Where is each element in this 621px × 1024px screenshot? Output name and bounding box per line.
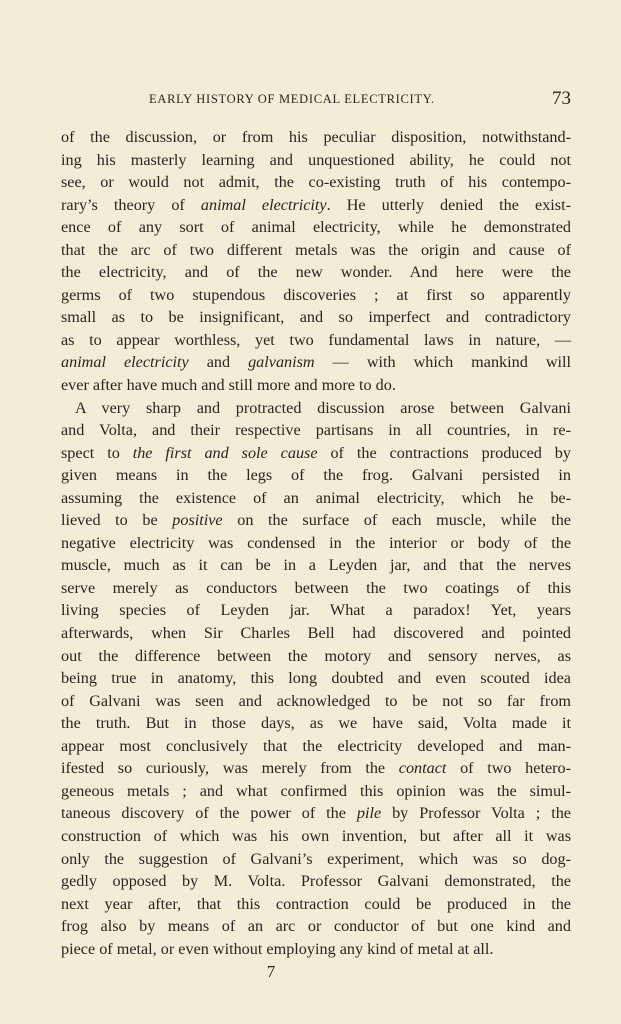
- text-run: by Professor Volta ; the: [381, 804, 571, 823]
- text-run: taneous discovery of the power of the: [61, 804, 357, 823]
- text-run: as to appear worthless, yet two fundamental laws in nature, —: [61, 330, 571, 349]
- text-line: [61, 893, 571, 916]
- text-run: of Galvani was seen and acknowledged to be not so far from: [61, 691, 571, 710]
- text-line: [61, 284, 571, 307]
- text-line: [61, 306, 571, 329]
- signature-mark: 7: [266, 962, 276, 982]
- text-line: [61, 554, 571, 577]
- running-head: EARLY HISTORY OF MEDICAL ELECTRICITY.: [149, 92, 435, 106]
- text-run: of the discussion, or from his peculiar disposition, notwithstand-: [61, 128, 571, 146]
- text-line: [61, 442, 571, 465]
- text-line: [61, 599, 571, 622]
- italic-phrase: galvanism: [248, 353, 315, 372]
- text-line: [61, 239, 571, 262]
- text-line: [61, 397, 571, 420]
- text-run: of the contractions produced by: [317, 443, 571, 462]
- text-line: [61, 487, 571, 510]
- text-run: lieved to be: [61, 511, 173, 530]
- text-line: [61, 374, 571, 397]
- text-run: appear most conclusively that the electricity developed and man-: [61, 736, 571, 755]
- italic-phrase: pile: [356, 804, 382, 823]
- text-run: geneous metals ; and what confirmed this opinion was the simul-: [61, 781, 571, 800]
- text-run: ever after have much and still more and more to do.: [61, 376, 396, 395]
- text-line: [61, 171, 571, 194]
- text-line: [61, 848, 571, 871]
- text-line: [61, 419, 571, 442]
- text-line: [61, 194, 571, 217]
- italic-phrase: animal electricity: [61, 353, 189, 372]
- text-line: [61, 915, 571, 938]
- text-line: [61, 622, 571, 645]
- text-run: the electricity, and of the new wonder. And here were the: [61, 263, 571, 282]
- text-run: and: [188, 353, 249, 372]
- text-run: rary’s theory of: [61, 195, 201, 214]
- text-line: [61, 126, 571, 149]
- text-run: see, or would not admit, the co-existing truth of his contempo-: [61, 173, 571, 192]
- text-run: out the difference between the motory and sensory nerves, as: [61, 646, 571, 665]
- text-run: frog also by means of an arc or conductor of but one kind and: [61, 917, 571, 936]
- text-run: the truth. But in those days, as we have said, Volta made it: [61, 714, 571, 733]
- text-run: piece of metal, or even without employing any kind of metal at all.: [61, 939, 494, 958]
- text-line: [61, 802, 571, 825]
- text-line: [61, 757, 571, 780]
- text-line: [61, 532, 571, 555]
- text-line: [61, 667, 571, 690]
- text-line: [61, 577, 571, 600]
- text-run: negative electricity was condensed in the interior or body of the: [61, 533, 571, 552]
- text-line: [61, 329, 571, 352]
- text-run: . He utterly denied the exist-: [326, 195, 571, 214]
- text-line: [61, 351, 571, 374]
- text-line: [61, 825, 571, 848]
- italic-phrase: positive: [172, 511, 223, 530]
- text-line: [61, 870, 571, 893]
- text-run: only the suggestion of Galvani’s experiment, which was so dog-: [61, 849, 571, 868]
- text-run: next year after, that this contraction could be produced in the: [61, 894, 571, 913]
- text-run: on the surface of each muscle, while the: [222, 511, 571, 530]
- text-run: — with which mankind will: [314, 353, 572, 372]
- text-run: ence of any sort of animal electricity, while he demonstrated: [61, 218, 571, 237]
- text-run: and Volta, and their respective partisans in all countries, in re-: [61, 421, 571, 440]
- text-run: serve merely as conductors between the two coatings of this: [61, 578, 571, 597]
- text-line: [61, 735, 571, 758]
- text-line: [61, 938, 571, 961]
- text-line: [61, 690, 571, 713]
- text-run: germs of two stupendous discoveries ; at first so apparently: [61, 285, 571, 304]
- text-run: living species of Leyden jar. What a paradox! Yet, years: [61, 601, 571, 620]
- page-number: 73: [552, 88, 571, 109]
- text-run: afterwards, when Sir Charles Bell had discovered and pointed: [61, 624, 571, 643]
- text-line: [61, 509, 571, 532]
- text-run: ifested so curiously, was merely from the: [61, 759, 399, 778]
- italic-phrase: animal electricity: [200, 195, 327, 214]
- text-run: of two hetero-: [446, 759, 572, 778]
- italic-phrase: contact: [398, 759, 447, 778]
- text-line: [61, 712, 571, 735]
- text-run: small as to be insignificant, and so imperfect and contradictory: [61, 308, 571, 327]
- text-run: construction of which was his own invention, but after all it was: [61, 826, 571, 845]
- text-run: ing his masterly learning and unquestioned ability, he could not: [61, 150, 571, 169]
- text-line: [61, 780, 571, 803]
- text-run: assuming the existence of an animal electricity, which he be-: [61, 488, 571, 507]
- page-header: [61, 88, 571, 112]
- text-run: A very sharp and protracted discussion arose between Galvani: [75, 398, 571, 417]
- body-text: [61, 126, 572, 982]
- text-line: [61, 216, 571, 239]
- text-line: [61, 645, 571, 668]
- text-run: muscle, much as it can be in a Leyden jar, and that the nerves: [61, 556, 571, 575]
- text-run: being true in anatomy, this long doubted and even scouted idea: [61, 669, 571, 688]
- text-line: [61, 464, 571, 487]
- text-run: given means in the legs of the frog. Galvani persisted in: [61, 466, 571, 485]
- text-run: gedly opposed by M. Volta. Professor Galvani demonstrated, the: [61, 872, 571, 891]
- text-line: [61, 261, 571, 284]
- text-run: spect to: [61, 443, 133, 462]
- text-line: [61, 149, 571, 172]
- italic-phrase: the first and sole cause: [132, 443, 318, 462]
- text-run: that the arc of two different metals was the origin and cause of: [61, 240, 571, 259]
